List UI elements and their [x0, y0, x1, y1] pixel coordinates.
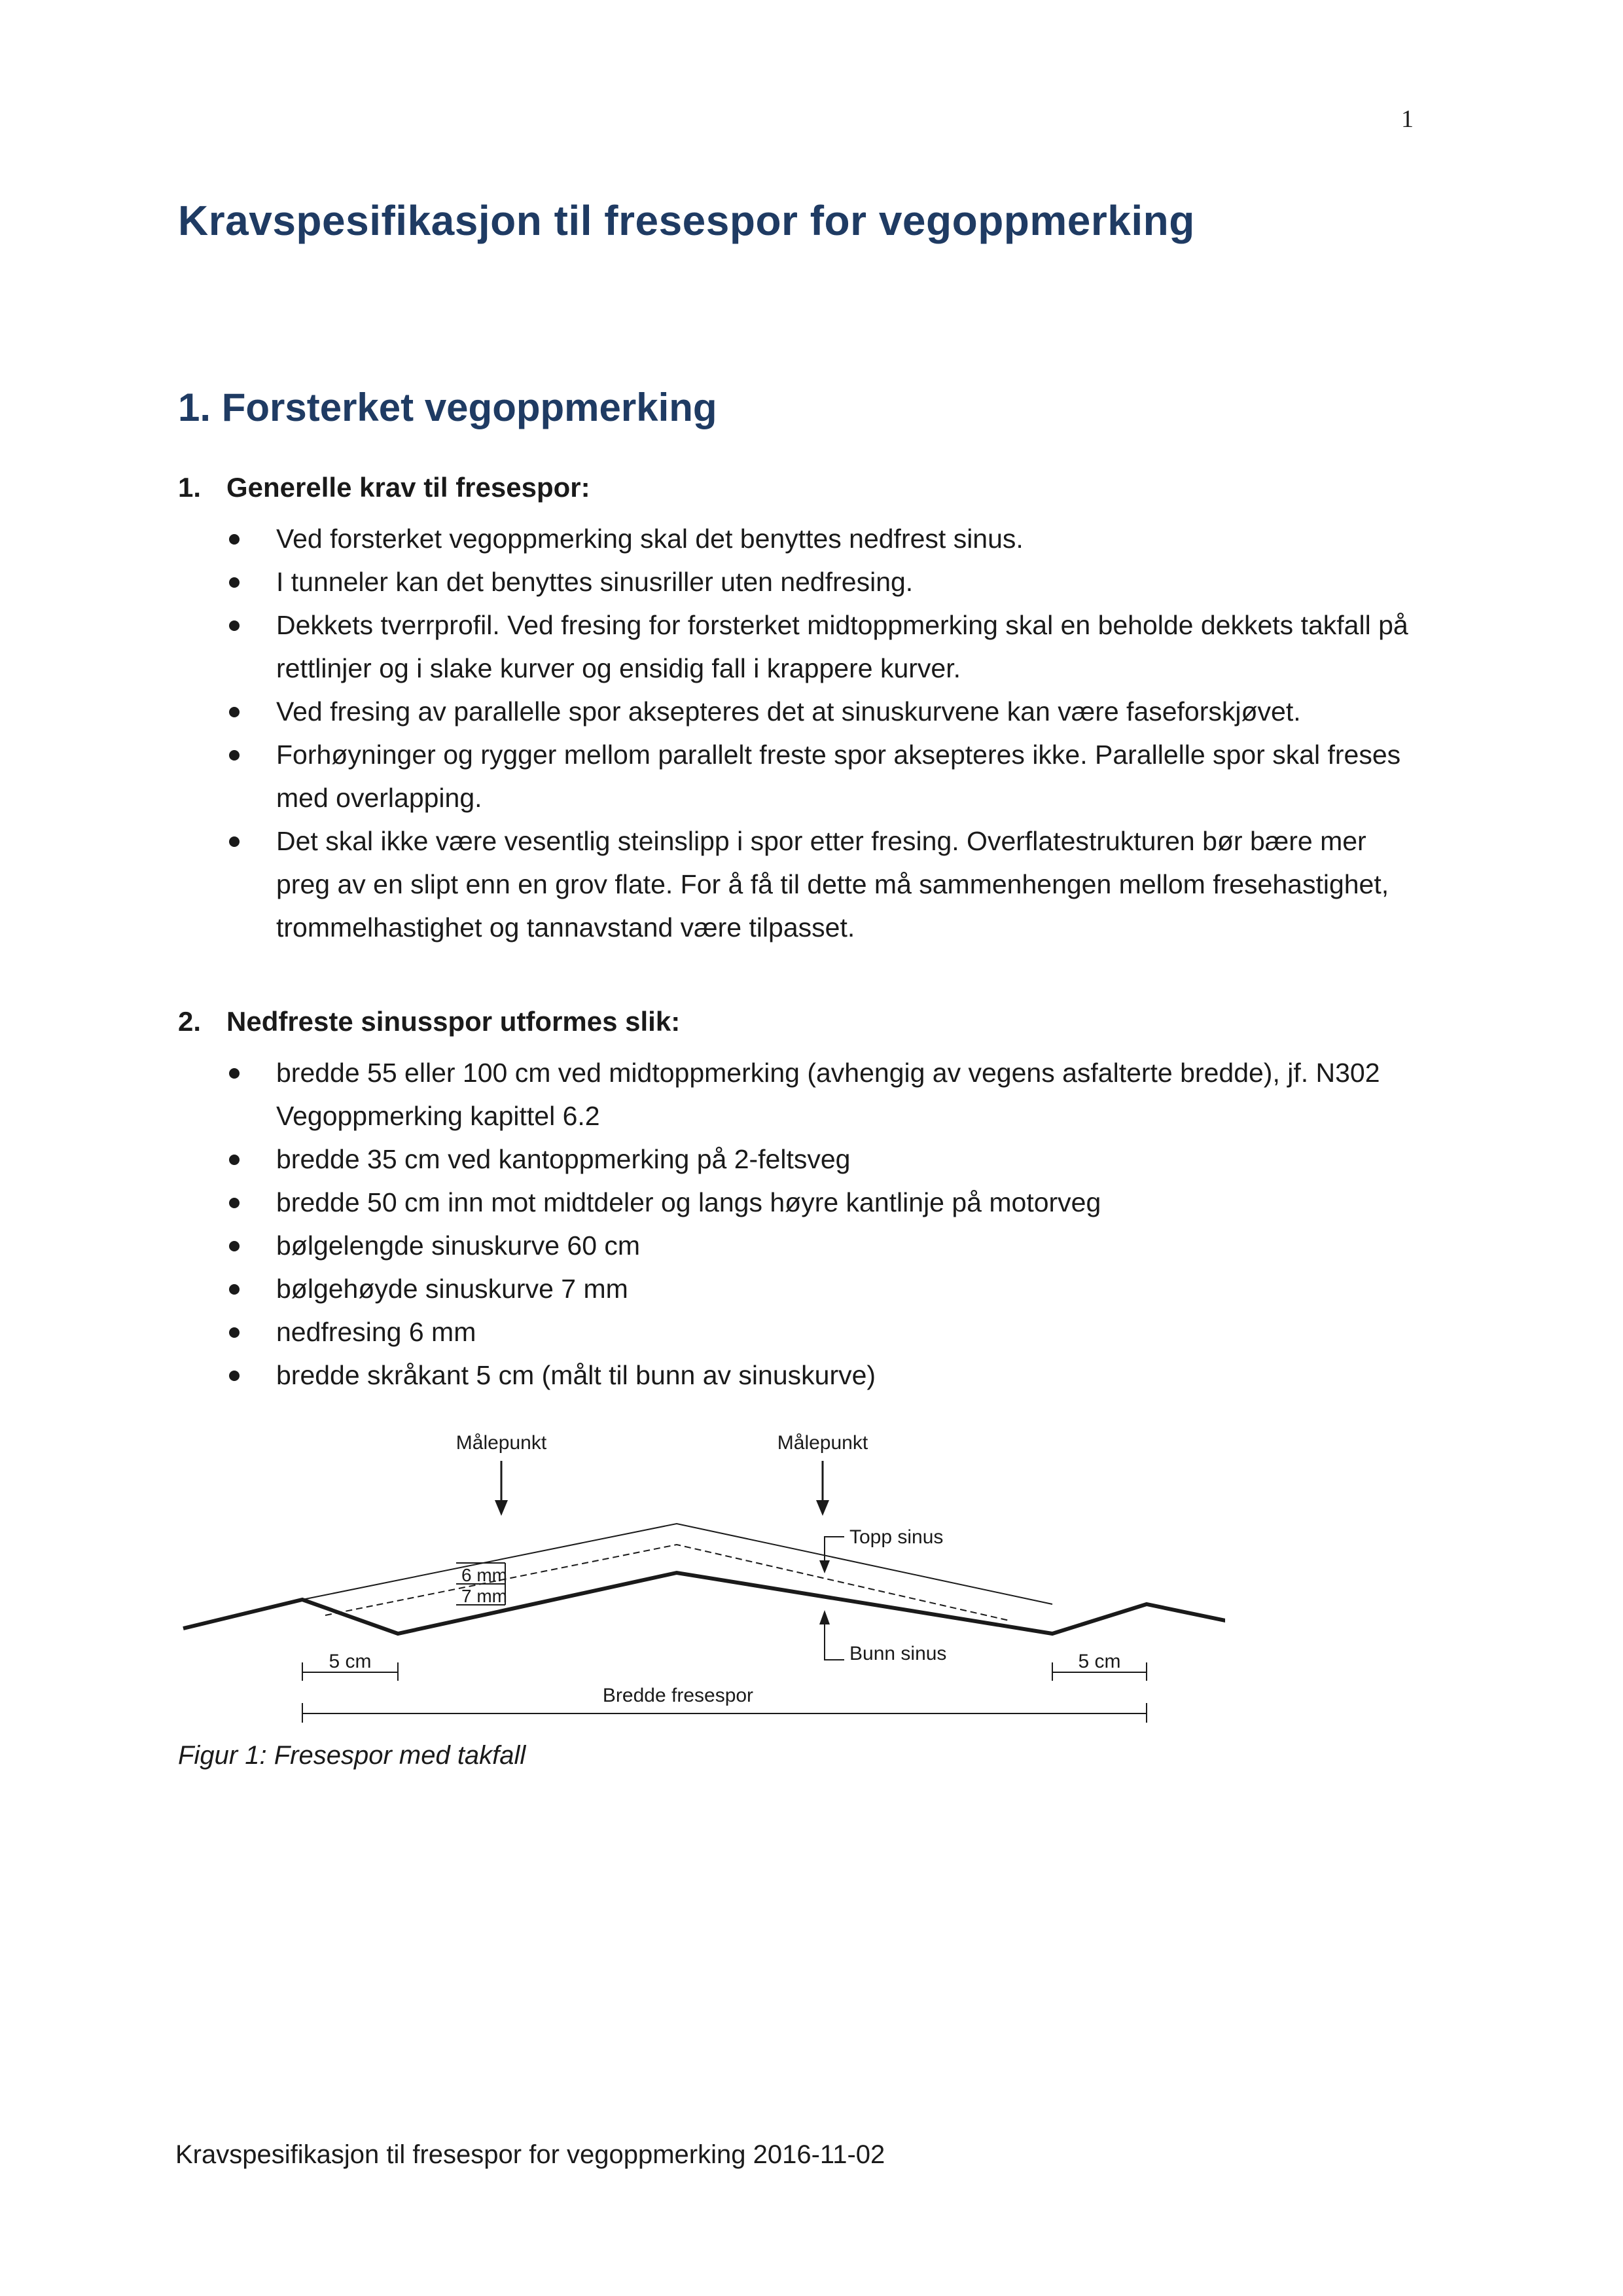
list-item — [178, 1310, 1421, 1354]
bullet-icon — [229, 1068, 240, 1079]
measure-point-right-label: Målepunkt — [777, 1432, 868, 1454]
list-item — [178, 1224, 1421, 1267]
list-item — [178, 733, 1421, 819]
block-number: 2. — [178, 1006, 202, 1037]
arrow-down-icon — [819, 1560, 830, 1573]
seven-mm-label: 7 mm — [461, 1586, 507, 1606]
list-item — [178, 1051, 1421, 1138]
list-item — [178, 1181, 1421, 1224]
list-item-text: I tunneler kan det benyttes sinusriller uten nedfresing. — [276, 567, 914, 597]
bullet-icon — [229, 1155, 240, 1165]
section-title: 1. Forsterket vegoppmerking — [178, 386, 717, 429]
bullet-list — [178, 517, 1421, 949]
measure-point-left-label: Målepunkt — [455, 1432, 547, 1454]
list-item — [178, 1267, 1421, 1310]
bullet-icon — [229, 534, 240, 545]
bullet-icon — [229, 1198, 240, 1208]
list-item — [178, 603, 1421, 690]
page-number: 1 — [1401, 105, 1414, 133]
bullet-icon — [229, 620, 240, 631]
block-heading — [178, 466, 1421, 509]
width-label: Bredde fresespor — [602, 1685, 754, 1706]
list-item — [178, 517, 1421, 560]
bullet-icon — [229, 707, 240, 717]
list-item-text: Dekkets tverrprofil. Ved fresing for forsterket midtoppmerking skal en beholde dekkets takfall på rettlinjer og i slake kurver og ensidig fall i krappere kurver. — [276, 610, 1408, 683]
arrow-down-icon — [816, 1500, 829, 1516]
list-item — [178, 1354, 1421, 1397]
bottom-sinus-bracket — [825, 1623, 844, 1660]
list-item — [178, 819, 1421, 949]
list-item-text: Ved fresing av parallelle spor aksepteres det at sinuskurvene kan være faseforskjøvet. — [276, 696, 1301, 726]
bottom-sinus-label: Bunn sinus — [849, 1643, 947, 1664]
block-heading-text: Nedfreste sinusspor utformes slik: — [226, 1006, 681, 1037]
top-sinus-label: Topp sinus — [849, 1526, 944, 1548]
list-item-text: Forhøyninger og rygger mellom parallelt freste spor aksepteres ikke. Parallelle spor skal freses med overlapping. — [276, 740, 1401, 813]
bullet-icon — [229, 1327, 240, 1338]
milled-track-diagram — [178, 1420, 1225, 1728]
five-cm-right-label: 5 cm — [1078, 1651, 1121, 1672]
block-heading-text: Generelle krav til fresespor: — [226, 472, 590, 503]
document-title: Kravspesifikasjon til fresespor for vegoppmerking — [178, 197, 1195, 244]
list-item — [178, 690, 1421, 733]
list-item-text: bølgehøyde sinuskurve 7 mm — [276, 1274, 628, 1304]
bullet-icon — [229, 577, 240, 588]
requirements-block-general — [178, 466, 1421, 949]
page-footer: Kravspesifikasjon til fresespor for vegoppmerking 2016-11-02 — [175, 2140, 885, 2169]
arrow-up-icon — [819, 1610, 830, 1624]
five-cm-left-label: 5 cm — [329, 1651, 372, 1672]
list-item — [178, 560, 1421, 603]
list-item-text: bredde 50 cm inn mot midtdeler og langs høyre kantlinje på motorveg — [276, 1187, 1101, 1217]
list-item-text: bredde 55 eller 100 cm ved midtoppmerking (avhengig av vegens asfalterte bredde), jf. N302 Vegoppmerking kapittel 6.2 — [276, 1058, 1380, 1131]
list-item-text: bredde skråkant 5 cm (målt til bunn av sinuskurve) — [276, 1360, 876, 1390]
figure-caption: Figur 1: Fresespor med takfall — [178, 1741, 526, 1770]
list-item — [178, 1138, 1421, 1181]
list-item-text: Ved forsterket vegoppmerking skal det benyttes nedfrest sinus. — [276, 524, 1024, 554]
requirements-block-sinus — [178, 1000, 1421, 1397]
list-item-text: Det skal ikke være vesentlig steinslipp i spor etter fresing. Overflatestrukturen bør bære mer preg av en slipt enn en grov flate. For å få til dette må sammenhengen mellom fresehastighet, trommelhastighet og tannavstand være tilpasset. — [276, 826, 1389, 942]
block-heading — [178, 1000, 1421, 1043]
bullet-icon — [229, 1371, 240, 1381]
list-item-text: bredde 35 cm ved kantoppmerking på 2-feltsveg — [276, 1144, 851, 1174]
list-item-text: bølgelengde sinuskurve 60 cm — [276, 1230, 641, 1261]
bullet-icon — [229, 836, 240, 847]
six-mm-label: 6 mm — [461, 1565, 507, 1585]
bullet-list — [178, 1051, 1421, 1397]
bullet-icon — [229, 750, 240, 761]
bullet-icon — [229, 1241, 240, 1251]
block-number: 1. — [178, 472, 202, 503]
list-item-text: nedfresing 6 mm — [276, 1317, 476, 1347]
arrow-down-icon — [495, 1500, 508, 1516]
bullet-icon — [229, 1284, 240, 1295]
figure-milled-track — [178, 1420, 1225, 1728]
road-surface-line — [183, 1573, 1225, 1634]
